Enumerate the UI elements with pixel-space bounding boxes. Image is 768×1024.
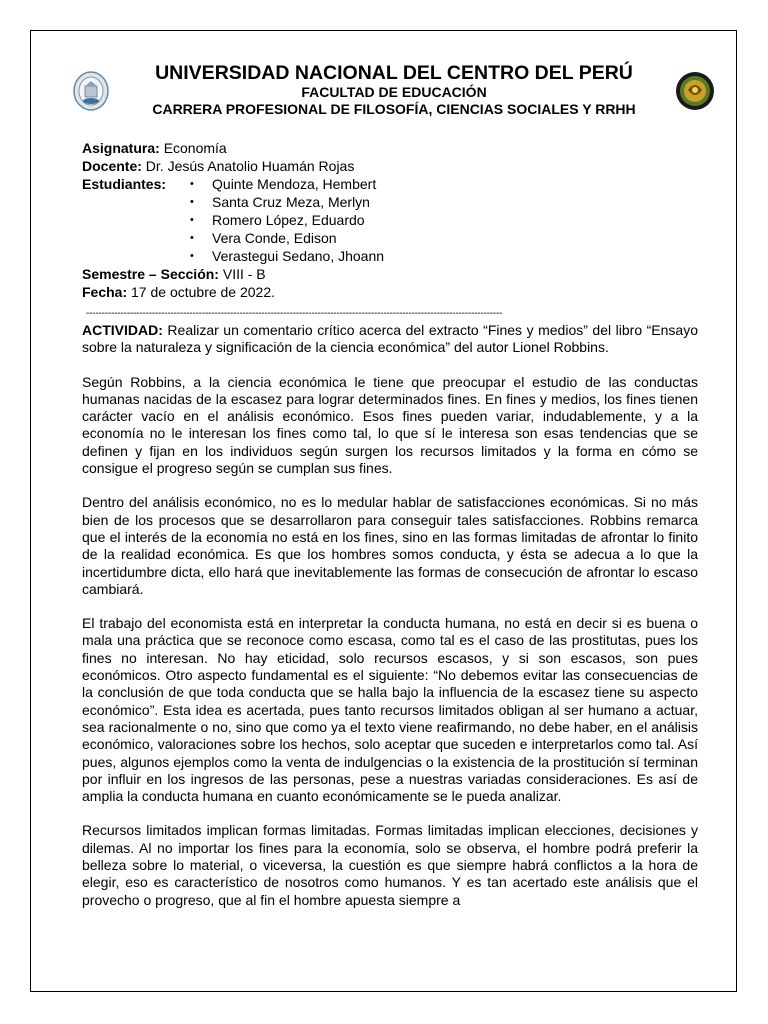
subject-row (82, 139, 692, 157)
student-item: • Quinte Mendoza, Hembert (212, 175, 384, 193)
student-item: • Verastegui Sedano, Jhoann (212, 247, 384, 265)
university-title: UNIVERSIDAD NACIONAL DEL CENTRO DEL PERÚ (155, 62, 633, 84)
students-row (82, 175, 692, 265)
teacher-value: Dr. Jesús Anatolio Huamán Rojas (145, 158, 355, 174)
student-item: • Santa Cruz Meza, Merlyn (212, 193, 384, 211)
body-paragraph: Dentro del análisis económico, no es lo medular hablar de satisfacciones económicas. Si no más bien de los procesos que se desarrollaron para conseguir tales satisfacciones. Robbins remarca que el interés de la economía no está en los fines, sino en las formas limitadas de afrontar lo finito de la realidad económica. Es que los hombres somos conducta, y ésta se adecua a lo que la incertidumbre dicta, ello hará que inevitablemente las formas de consecución de afrontar lo escaso cambiará. (82, 494, 698, 597)
semester-value: VIII - B (222, 266, 266, 282)
subject-value: Economía (163, 140, 227, 156)
activity-label: ACTIVIDAD: (82, 322, 163, 338)
date-label: Fecha: (82, 284, 128, 300)
body-paragraph: El trabajo del economista está en interpretar la conducta humana, no está en decir si es buena o mala una práctica que se reconoce como escasa, como tal es el caso de las prostitutas, pues los fines no interesan. No hay eticidad, solo recursos escasos, y si son escasos, son pues económicos. Otro aspecto fundamental es el siguiente: “No debemos evitar las consecuencias de la conclusión de que toda conducta que se halla bajo la influencia de la escasez tiene su aspecto económico”. Esta idea es acertada, pues tanto recursos limitados obligan al ser humano a actuar, sea racionalmente o no, sino que como ya el texto viene reafirmando, no debe haber, en el análisis económico, valoraciones sobre los hechos, solo aceptar que suceden e interpretarlos como tal. Así pues, algunos ejemplos como la venta de indulgencias o la existencia de la prostitución sí terminan por influir en los ingresos de las personas, pese a nuestras variadas consideraciones. Es así de amplia la conducta humana en cuanto económicamente se le pueda analizar. (82, 615, 698, 805)
career-title: CARRERA PROFESIONAL DE FILOSOFÍA, CIENCIAS SOCIALES Y RRHH (152, 101, 636, 117)
activity-paragraph (82, 322, 698, 357)
document-info (82, 139, 692, 301)
body-paragraph: Recursos limitados implican formas limitadas. Formas limitadas implican elecciones, decisiones y dilemas. Al no importar los fines para la economía, solo se observa, el hombre podrá preferir la belleza sobre lo material, o viceversa, la cuestión es que siempre habrá conflictos a la hora de elegir, eso es característico de nosotros como humanos. Y es tan acertado este análisis que el provecho o progreso, que al fin el hombre apuesta siempre a (82, 822, 698, 908)
document-body (82, 322, 698, 926)
subject-label: Asignatura: (82, 140, 160, 156)
semester-label: Semestre – Sección: (82, 266, 219, 282)
faculty-title: FACULTAD DE EDUCACIÓN (301, 84, 487, 100)
document-header (82, 62, 706, 118)
students-label: Estudiantes: (82, 176, 167, 192)
date-value: 17 de octubre de 2022. (131, 284, 276, 300)
body-paragraph: Según Robbins, a la ciencia económica le tiene que preocupar el estudio de las conductas humanas nacidas de la escasez para lograr determinados fines. En fines y medios, los fines tienen carácter vacío en el análisis económico. Esos fines pueden variar, indudablemente, y a la economía no le interesan los fines como tal, lo que sí le interesa son esas tendencias que se definen y fijan en los individuos según surgen los recursos limitados y la forma en cómo se consigue el progreso según se cumplan sus fines. (82, 373, 698, 477)
semester-row (82, 265, 692, 283)
student-item: • Vera Conde, Edison (212, 229, 384, 247)
student-item: • Romero López, Eduardo (212, 211, 384, 229)
students-list (186, 175, 384, 265)
teacher-label: Docente: (82, 158, 142, 174)
activity-text: Realizar un comentario crítico acerca del extracto “Fines y medios” del libro “Ensayo sobre la naturaleza y significación de la ciencia económica” del autor Lionel Robbins. (82, 322, 698, 356)
teacher-row (82, 157, 692, 175)
separator-line: ------------------------------------------------------------------------------------------------------------------------------------- (86, 308, 503, 319)
date-row (82, 283, 692, 301)
